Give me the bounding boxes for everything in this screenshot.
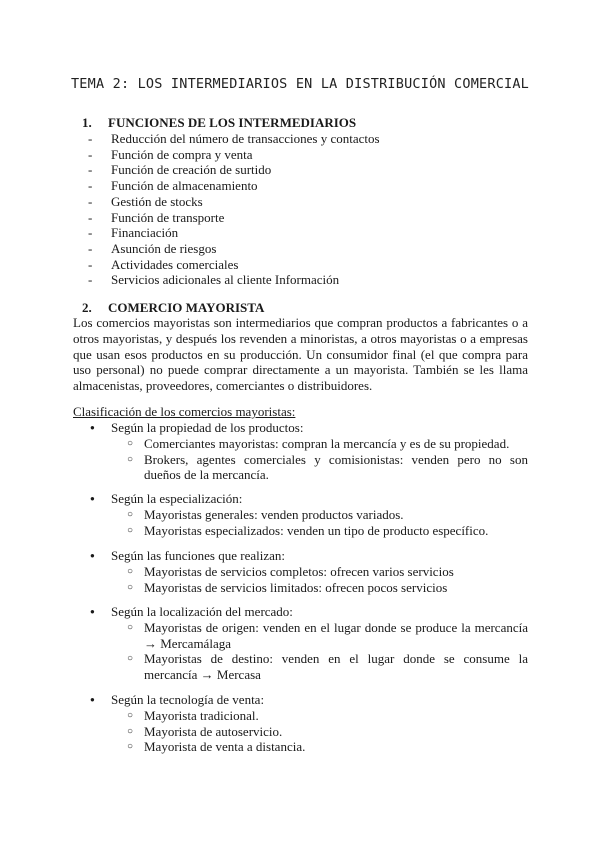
group-label: ● Según la propiedad de los productos:	[88, 420, 528, 436]
classification-group-propiedad	[88, 420, 528, 483]
list-item: - Función de almacenamiento	[88, 178, 380, 194]
group-label: ● Según la localización del mercado:	[88, 604, 528, 620]
group-label: ● Según la especialización:	[88, 491, 528, 507]
list-item: - Servicios adicionales al cliente Información	[88, 272, 380, 288]
page-title: TEMA 2: LOS INTERMEDIARIOS EN LA DISTRIBUCIÓN COMERCIAL	[70, 76, 530, 92]
list-item: ○ Mayoristas de servicios completos: ofrecen varios servicios	[88, 564, 528, 580]
mayorista-paragraph: Los comercios mayoristas son intermediarios que compran productos a fabricantes o a otros mayoristas, y después los revenden a minoristas, a otros mayoristas o a empresas que usan esos productos en su producción. Un consumidor final (el que compra para uso personal) no puede comprar directamente a un mayorista. También se les llama almacenistas, proveedores, comerciantes o distribuidores.	[73, 315, 528, 394]
group-label: ● Según la tecnología de venta:	[88, 692, 528, 708]
list-item: - Asunción de riesgos	[88, 241, 380, 257]
section-heading-mayorista	[82, 300, 264, 316]
classification-label: Clasificación de los comercios mayoristas:	[73, 404, 296, 419]
list-item: ○ Mayorista de autoservicio.	[88, 724, 528, 740]
classification-group-localizacion	[88, 604, 528, 683]
list-item: - Función de creación de surtido	[88, 162, 380, 178]
list-item: ○ Mayoristas especializados: venden un tipo de producto específico.	[88, 523, 528, 539]
section-title: COMERCIO MAYORISTA	[108, 300, 265, 315]
list-item: ○ Comerciantes mayoristas: compran la mercancía y es de su propiedad.	[88, 436, 528, 452]
section-number: 1.	[82, 115, 92, 130]
list-item: - Actividades comerciales	[88, 257, 380, 273]
list-item: - Gestión de stocks	[88, 194, 380, 210]
list-item: ○ Mayorista tradicional.	[88, 708, 528, 724]
list-item: ○ Mayoristas de origen: venden en el lugar donde se produce la mercancía → Mercamálaga	[88, 620, 528, 652]
list-item: - Función de compra y venta	[88, 147, 380, 163]
list-item: ○ Mayoristas generales: venden productos variados.	[88, 507, 528, 523]
classification-group-funciones	[88, 548, 528, 595]
section-number: 2.	[82, 300, 92, 315]
list-item: ○ Brokers, agentes comerciales y comisionistas: venden pero no son dueños de la mercancía.	[88, 452, 528, 484]
funciones-list	[88, 131, 380, 288]
group-label: ● Según las funciones que realizan:	[88, 548, 528, 564]
list-item: ○ Mayoristas de destino: venden en el lugar donde se consume la mercancía → Mercasa	[88, 651, 528, 683]
list-item: - Función de transporte	[88, 210, 380, 226]
list-item: ○ Mayoristas de servicios limitados: ofrecen pocos servicios	[88, 580, 528, 596]
section-heading-funciones	[82, 115, 356, 131]
classification-group-tecnologia	[88, 692, 528, 755]
list-item: - Reducción del número de transacciones y contactos	[88, 131, 380, 147]
section-title: FUNCIONES DE LOS INTERMEDIARIOS	[108, 115, 357, 130]
list-item: ○ Mayorista de venta a distancia.	[88, 739, 528, 755]
classification-group-especializacion	[88, 491, 528, 538]
list-item: - Financiación	[88, 225, 380, 241]
